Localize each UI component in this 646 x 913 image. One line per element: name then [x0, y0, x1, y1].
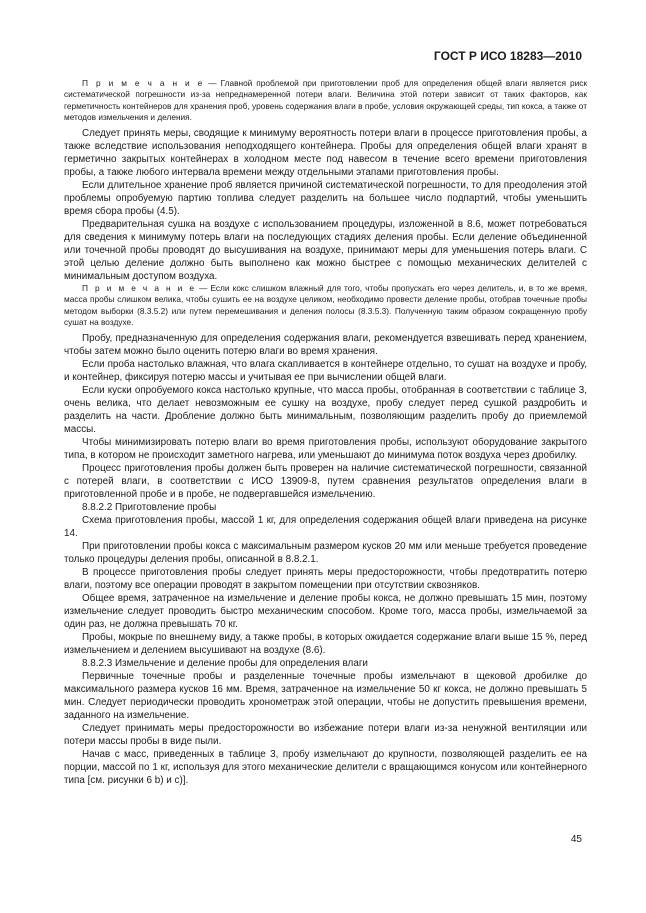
- body-paragraph: Предварительная сушка на воздухе с использованием процедуры, изложенной в 8.6, может потребоваться для сведения к минимуму потерь влаги на последующих стадиях деления пробы. Если деление объединенной или точечной пробы проводят до высушивания на воздухе, принимают меры для уменьшения потерь влаги. С этой целью деление должно быть выполнено как можно быстрее с помощью механических делителей с минимальным доступом воздуха.: [64, 219, 587, 283]
- body-paragraph: Следует принимать меры предосторожности во избежание потери влаги из-за ненужной вентиляции или потери массы пробы в виде пыли.: [64, 723, 587, 748]
- body-paragraph: Пробу, предназначенную для определения содержания влаги, рекомендуется взвешивать перед хранением, чтобы затем можно было оценить потерю влаги во время хранения.: [64, 333, 587, 358]
- note-label: П р и м е ч а н и е: [82, 283, 196, 294]
- body-paragraph: Схема приготовления пробы, массой 1 кг, для определения содержания общей влаги приведена на рисунке 14.: [64, 515, 587, 540]
- body-paragraph: Первичные точечные пробы и разделенные точечные пробы измельчают в щековой дробилке до максимального размера кусков 16 мм. Время, затраченное на измельчение 50 кг кокса, не должно превышать 5 мин. Следует периодически проводить хронометраж этой операции, чтобы не допустить превышения времени, заданного на измельчение.: [64, 671, 587, 722]
- page-number: 45: [570, 834, 582, 845]
- note-label: П р и м е ч а н и е: [82, 78, 205, 88]
- body-paragraph: Если проба настолько влажная, что влага скапливается в контейнере отдельно, то сушат на воздухе и пробу, и контейнер, фиксируя потерю массы и учитывая ее при вычислении общей влаги.: [64, 359, 587, 384]
- body-paragraph: Если куски опробуемого кокса настолько крупные, что масса пробы, отобранная в соответствии с таблице 3, очень велика, что делает невозможным ее сушку на воздухе, пробу следует перед сушкой раздробить и разделить на части. Дробление должно быть минимальным, позволяющим разделить пробу до приемлемой массы.: [64, 385, 587, 436]
- body-paragraph: Следует принять меры, сводящие к минимуму вероятность потери влаги в процессе приготовления пробы, а также вследствие использования неподходящего контейнера. Пробы для определения общей влаги хранят в герметично закрытых контейнерах в холодном месте под навесом в течение всего времени приготовления пробы, а также любого интервала времени между отдельными этапами приготовления пробы.: [64, 128, 587, 179]
- body-paragraph: При приготовлении пробы кокса с максимальным размером кусков 20 мм или меньше требуется проведение только процедуры деления пробы, описанной в 8.8.2.1.: [64, 541, 587, 566]
- body-paragraph: Чтобы минимизировать потерю влаги во время приготовления пробы, используют оборудование закрытого типа, в котором не происходит заметного нагрева, или уменьшают до минимума поток воздуха через дробилку.: [64, 437, 587, 462]
- body-paragraph: Общее время, затраченное на измельчение и деление пробы кокса, не должно превышать 15 мин, поэтому измельчение следует проводить быстро механическим способом. Кроме того, масса пробы, измельчаемой за один раз, не должна превышать 70 кг.: [64, 593, 587, 631]
- note-paragraph: [64, 283, 587, 328]
- note-paragraph: [64, 78, 587, 123]
- section-heading: 8.8.2.2 Приготовление пробы: [82, 502, 217, 514]
- body-paragraph: В процессе приготовления пробы следует принять меры предосторожности, чтобы предотвратить потерю влаги, поэтому все операции проводят в закрытом помещении при отсутствии сквозняков.: [64, 567, 587, 592]
- body-paragraph: Процесс приготовления пробы должен быть проверен на наличие систематической погрешности, связанной с потерей влаги, в соответствии с ИСО 13909-8, путем сравнения результатов определения влаги в приготовленной пробе и в пробе, не подвергавшейся измельчению.: [64, 463, 587, 501]
- body-paragraph: Начав с масс, приведенных в таблице 3, пробу измельчают до крупности, позволяющей разделить ее на порции, массой по 1 кг, используя для этого механические делители с вращающимся конусом или контейнерного типа [см. рисунки 6 b) и c)].: [64, 749, 587, 787]
- note-text: — Главной проблемой при приготовлении проб для определения общей влаги является риск систематической погрешности из-за непреднамеренной потери влаги. Величина этой потери зависит от таких факторов, как герметичность контейнеров для хранения проб, уровень содержания влаги в пробе, условия окружающей среды, тип кокса, а также от методов измельчения и деления.: [64, 78, 587, 122]
- document-header: ГОСТ Р ИСО 18283—2010: [433, 49, 582, 63]
- section-heading: 8.8.2.3 Измельчение и деление пробы для определения влаги: [82, 658, 368, 670]
- note-text: — Если кокс слишком влажный для того, чтобы пропускать его через делитель, и, в то же время, масса пробы слишком велика, чтобы сушить ее на воздухе целиком, необходимо провести деление пробы, отобрав точечные пробы методом выборки (8.3.5.2) или путем перемешивания и деления полосы (8.3.5.3). Полученную таким образом сокращенную пробу сушат на воздухе.: [64, 283, 588, 328]
- page-body: [64, 78, 587, 787]
- body-paragraph: Если длительное хранение проб является причиной систематической погрешности, то для преодоления этой проблемы опробуемую партию топлива следует разделить на большее число подпартий, чтобы уменьшить время сбора пробы (4.5).: [64, 180, 587, 218]
- body-paragraph: Пробы, мокрые по внешнему виду, а также пробы, в которых ожидается содержание влаги выше 15 %, перед измельчением и делением высушивают на воздухе (8.6).: [64, 632, 587, 657]
